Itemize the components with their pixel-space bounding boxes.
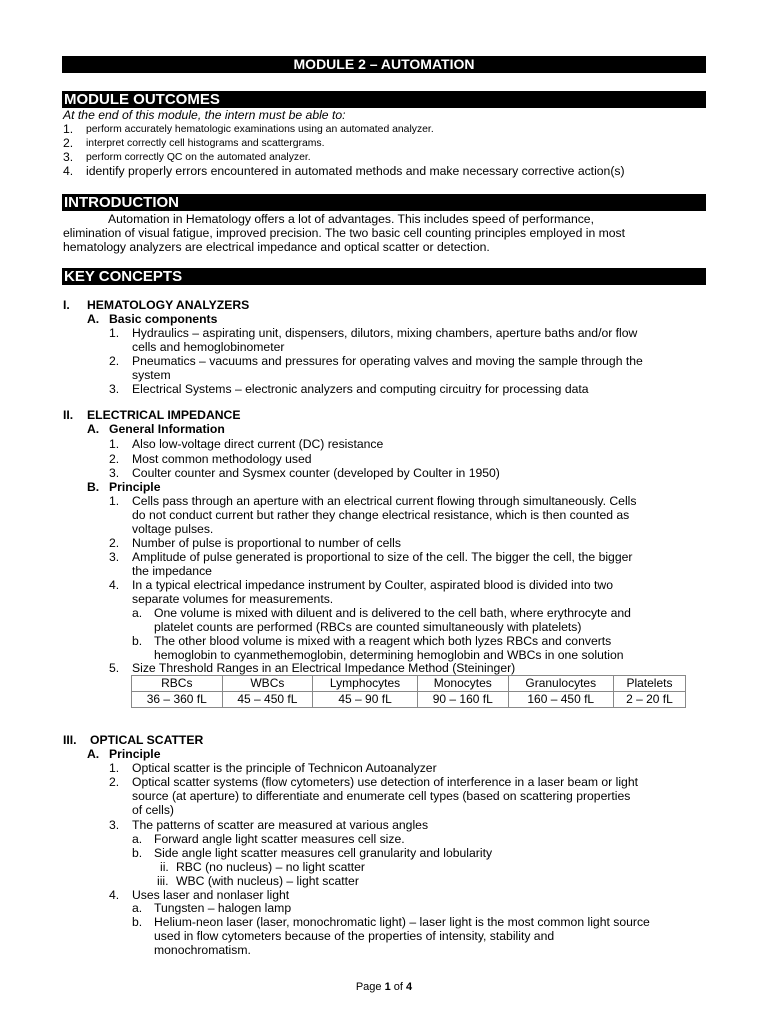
list-text: platelet counts are performed (RBCs are counted simultaneously with platelets) <box>154 620 582 634</box>
list-text: RBC (no nucleus) – no light scatter <box>176 860 365 874</box>
list-text: Cells pass through an aperture with an electrical current flowing through simultaneously. Cells <box>132 494 637 508</box>
list-letter: b. <box>132 634 143 648</box>
list-text: Hydraulics – aspirating unit, dispensers, dilutors, mixing chambers, aperture baths and/or flow <box>132 326 638 340</box>
subsection-letter: A. <box>87 312 100 326</box>
list-text: Electrical Systems – electronic analyzers and computing circuitry for processing data <box>132 382 589 396</box>
list-text: Amplitude of pulse generated is proportional to size of the cell. The bigger the cell, the bigger <box>132 550 633 564</box>
page-footer <box>0 981 768 993</box>
subsection-title: Principle <box>109 747 161 761</box>
page-total: 4 <box>406 981 413 993</box>
size-threshold-table <box>131 675 686 708</box>
outcome-number: 3. <box>63 150 74 164</box>
table-cell: 2 – 20 fL <box>613 692 685 708</box>
list-text: One volume is mixed with diluent and is delivered to the cell bath, where erythrocyte and <box>154 606 631 620</box>
table-row <box>132 692 686 708</box>
intro-paragraph-line: elimination of visual fatigue, improved precision. The two basic cell counting principles employed in most <box>63 226 626 240</box>
list-number: 2. <box>109 452 120 466</box>
list-number: 1. <box>109 761 120 775</box>
table-cell: 45 – 450 fL <box>222 692 313 708</box>
table-cell: 160 – 450 fL <box>508 692 613 708</box>
list-number: 3. <box>109 382 120 396</box>
list-number: 4. <box>109 578 120 592</box>
section-heading-key-concepts: KEY CONCEPTS <box>62 268 706 285</box>
list-number: 1. <box>109 326 120 340</box>
list-text: hemoglobin to cyanmethemoglobin, determining hemoglobin and WBCs in one solution <box>154 648 624 662</box>
table-header-cell: Lymphocytes <box>313 676 418 692</box>
table-header-cell: RBCs <box>132 676 223 692</box>
list-text: Pneumatics – vacuums and pressures for operating valves and moving the sample through the <box>132 354 643 368</box>
list-text: separate volumes for measurements. <box>132 592 334 606</box>
list-letter: a. <box>132 832 143 846</box>
module-title: MODULE 2 – AUTOMATION <box>62 56 706 73</box>
list-text: Optical scatter is the principle of Technicon Autoanalyzer <box>132 761 437 775</box>
list-number: 1. <box>109 494 120 508</box>
list-roman: ii. <box>160 860 169 874</box>
section-title: OPTICAL SCATTER <box>90 733 204 747</box>
list-text: Helium-neon laser (laser, monochromatic light) – laser light is the most common light source <box>154 915 650 929</box>
outcomes-intro: At the end of this module, the intern must be able to: <box>63 108 346 122</box>
list-roman: iii. <box>157 874 169 888</box>
list-text: the impedance <box>132 564 212 578</box>
list-text: Also low-voltage direct current (DC) resistance <box>132 437 384 451</box>
list-text: cells and hemoglobinometer <box>132 340 285 354</box>
section-heading-introduction: INTRODUCTION <box>62 194 706 211</box>
subsection-letter: A. <box>87 747 100 761</box>
outcome-text: perform correctly QC on the automated analyzer. <box>86 152 311 163</box>
intro-paragraph-line: hematology analyzers are electrical impedance and optical scatter or detection. <box>63 240 490 254</box>
page-number: 1 <box>384 981 391 993</box>
intro-paragraph-line: Automation in Hematology offers a lot of advantages. This includes speed of performance, <box>108 212 594 226</box>
table-cell: 36 – 360 fL <box>132 692 223 708</box>
list-text: monochromatism. <box>154 943 251 957</box>
section-heading-outcomes: MODULE OUTCOMES <box>62 91 706 108</box>
subsection-letter: B. <box>87 480 100 494</box>
list-number: 1. <box>109 437 120 451</box>
outcome-number: 1. <box>63 122 74 136</box>
list-number: 2. <box>109 775 120 789</box>
outcome-number: 2. <box>63 136 74 150</box>
table-cell: 45 – 90 fL <box>313 692 418 708</box>
list-number: 5. <box>109 661 120 675</box>
list-text: Tungsten – halogen lamp <box>154 901 292 915</box>
list-text: In a typical electrical impedance instrument by Coulter, aspirated blood is divided into two <box>132 578 613 592</box>
list-text: used in flow cytometers because of the properties of intensity, stability and <box>154 929 555 943</box>
list-text: Forward angle light scatter measures cell size. <box>154 832 405 846</box>
list-number: 4. <box>109 888 120 902</box>
section-number: II. <box>63 408 74 422</box>
section-number: I. <box>63 298 70 312</box>
list-text: Uses laser and nonlaser light <box>132 888 290 902</box>
section-number: III. <box>63 733 77 747</box>
section-title: HEMATOLOGY ANALYZERS <box>87 298 250 312</box>
page-label: Page <box>355 981 385 993</box>
list-text: Number of pulse is proportional to number of cells <box>132 536 401 550</box>
list-letter: b. <box>132 915 143 929</box>
outcome-text: perform accurately hematologic examinations using an automated analyzer. <box>86 124 434 135</box>
list-letter: a. <box>132 901 143 915</box>
list-text: Optical scatter systems (flow cytometers) use detection of interference in a laser beam or light <box>132 775 638 789</box>
page-of-label: of <box>390 981 407 993</box>
list-text: do not conduct current but rather they change electrical resistance, which is then counted as <box>132 508 630 522</box>
table-header-cell: Platelets <box>613 676 685 692</box>
section-title: ELECTRICAL IMPEDANCE <box>87 408 241 422</box>
list-text: Coulter counter and Sysmex counter (developed by Coulter in 1950) <box>132 466 500 480</box>
subsection-title: General Information <box>109 422 225 436</box>
list-number: 3. <box>109 550 120 564</box>
outcome-text: interpret correctly cell histograms and scattergrams. <box>86 138 325 149</box>
list-text: Side angle light scatter measures cell granularity and lobularity <box>154 846 493 860</box>
subsection-title: Principle <box>109 480 161 494</box>
outcome-text: identify properly errors encountered in automated methods and make necessary corrective action(s) <box>86 164 625 178</box>
list-text: of cells) <box>132 803 174 817</box>
subsection-title: Basic components <box>109 312 218 326</box>
list-letter: b. <box>132 846 143 860</box>
outcome-number: 4. <box>63 164 74 178</box>
table-header-cell: Granulocytes <box>508 676 613 692</box>
list-text: Most common methodology used <box>132 452 312 466</box>
list-letter: a. <box>132 606 143 620</box>
list-text: system <box>132 368 171 382</box>
list-text: source (at aperture) to differentiate and enumerate cell types (based on scattering properties <box>132 789 631 803</box>
table-header-row <box>132 676 686 692</box>
table-cell: 90 – 160 fL <box>417 692 508 708</box>
list-number: 3. <box>109 818 120 832</box>
subsection-letter: A. <box>87 422 100 436</box>
list-number: 2. <box>109 536 120 550</box>
list-number: 2. <box>109 354 120 368</box>
list-text: The patterns of scatter are measured at various angles <box>132 818 429 832</box>
list-text: Size Threshold Ranges in an Electrical Impedance Method (Steininger) <box>132 661 516 675</box>
table-header-cell: WBCs <box>222 676 313 692</box>
list-text: The other blood volume is mixed with a reagent which both lyzes RBCs and converts <box>154 634 612 648</box>
list-number: 3. <box>109 466 120 480</box>
list-text: voltage pulses. <box>132 522 214 536</box>
list-text: WBC (with nucleus) – light scatter <box>176 874 359 888</box>
table-header-cell: Monocytes <box>417 676 508 692</box>
